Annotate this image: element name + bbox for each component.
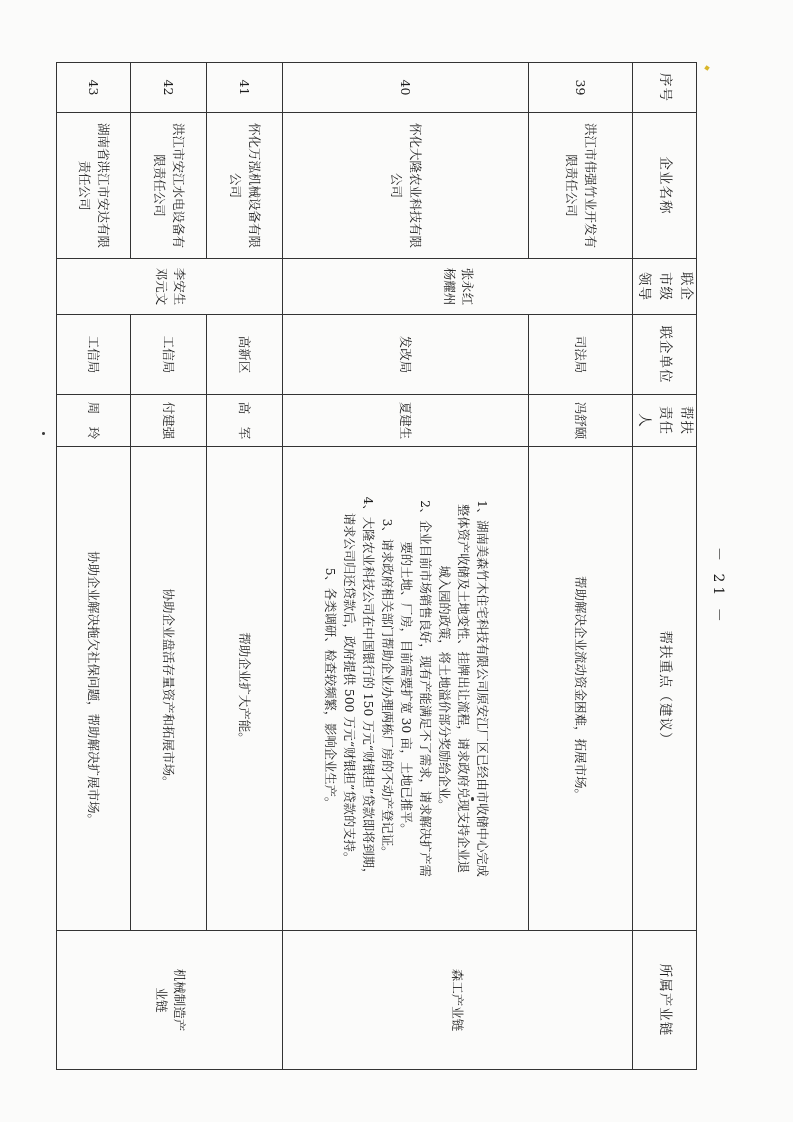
- cell-assistant: 冯舒颐: [529, 395, 633, 447]
- cell-assistant: 周 玲: [57, 395, 131, 447]
- cell-focus-list: [283, 447, 529, 931]
- focus-line: 3、请求政府相关部门帮助企业办理两栋厂房的不动产登记证。: [380, 518, 395, 859]
- cell-focus: 协助企业盘活存量资产和拓展市场。: [131, 447, 207, 931]
- header-company: 企业名称: [633, 113, 697, 259]
- table-row: [131, 63, 207, 1070]
- page-number: － 21 －: [710, 547, 726, 626]
- header-leader: 联企市级领导: [633, 259, 697, 315]
- leader-name: 邓元文: [153, 267, 169, 306]
- cell-chain-forestry: 森工产业链: [283, 931, 633, 1070]
- table-row: [529, 63, 633, 1070]
- cell-company: 怀化万泓机械设备有限公司: [207, 113, 283, 259]
- cell-serial: 41: [207, 63, 283, 113]
- cell-unit: 发改局: [283, 315, 529, 395]
- header-focus: 帮扶重点（建议）: [633, 447, 697, 931]
- leader-name: 杨耀州: [441, 267, 457, 306]
- scan-speck: [42, 432, 45, 435]
- cell-company: 洪江市伟强竹业开发有限责任公司: [529, 113, 633, 259]
- cell-unit: 工信局: [131, 315, 207, 395]
- cell-company: 湖南省洪江市安达有限责任公司: [57, 113, 131, 259]
- table-row: [57, 63, 131, 1070]
- cell-focus: 协助企业解决拖欠社保问题，帮助解决扩展市场。: [57, 447, 131, 931]
- header-serial: 序号: [633, 63, 697, 113]
- cell-unit: 高新区: [207, 315, 283, 395]
- focus-line: 4、大隆农业科技公司在中国银行的 150 万元“财银担”贷款即将到期，: [361, 496, 376, 881]
- chain-line: 业链: [153, 987, 169, 1013]
- cell-serial: 43: [57, 63, 131, 113]
- focus-line: 1、湖南美森竹木住宅科技有限公司原安江厂区已经由市收储中心完成: [475, 500, 490, 877]
- focus-line: 2、企业目前市场销售良好，现有产能满足不了需求，请求解决扩产需: [418, 500, 433, 877]
- chain-line: 机械制造产: [172, 968, 188, 1032]
- cell-unit: 司法局: [529, 315, 633, 395]
- header-row: [633, 63, 697, 1070]
- cell-chain-machinery: [57, 931, 283, 1070]
- cell-assistant: 夏建生: [283, 395, 529, 447]
- cell-serial: 39: [529, 63, 633, 113]
- scan-speck: [471, 797, 474, 801]
- table-row: [207, 63, 283, 1070]
- focus-line: 请求公司归还贷款后，政府提供 500 万元“财银担”贷款的支持。: [342, 512, 357, 865]
- focus-line: 要的土地、厂房，目前需要扩宽 30 亩，土地已推平。: [399, 541, 414, 836]
- cell-unit: 工信局: [57, 315, 131, 395]
- scan-mark: [704, 65, 710, 71]
- cell-company: 怀化大隆农业科技有限公司: [283, 113, 529, 259]
- cell-assistant: 付建强: [131, 395, 207, 447]
- header-unit: 联企单位: [633, 315, 697, 395]
- header-assistant: 帮扶责任人: [633, 395, 697, 447]
- leader-name: 张永红: [460, 267, 476, 306]
- leader-name: 李安生: [172, 267, 188, 306]
- focus-line: 整体资产收储及土地变性、挂牌出让流程，请求政府兑现支持企业退: [456, 504, 471, 873]
- focus-line: 城入园的政策，将土地溢价部分奖励给企业。: [437, 565, 452, 812]
- focus-line: 5、各类调研、检查较频繁，影响企业生产。: [323, 567, 338, 810]
- assistance-table: [56, 62, 697, 1070]
- header-chain: 所属产业链: [633, 931, 697, 1070]
- cell-company: 洪江市安江水电设备有限责任公司: [131, 113, 207, 259]
- table-row: [283, 63, 529, 1070]
- cell-focus: 帮助解决企业流动资金困难，拓展市场。: [529, 447, 633, 931]
- cell-focus: 帮助企业扩大产能。: [207, 447, 283, 931]
- cell-assistant: 高 军: [207, 395, 283, 447]
- cell-serial: 42: [131, 63, 207, 113]
- cell-serial: 40: [283, 63, 529, 113]
- cell-leader-group: [283, 259, 633, 315]
- rotated-page-content: [73, 62, 697, 1069]
- cell-leader-group: [57, 259, 283, 315]
